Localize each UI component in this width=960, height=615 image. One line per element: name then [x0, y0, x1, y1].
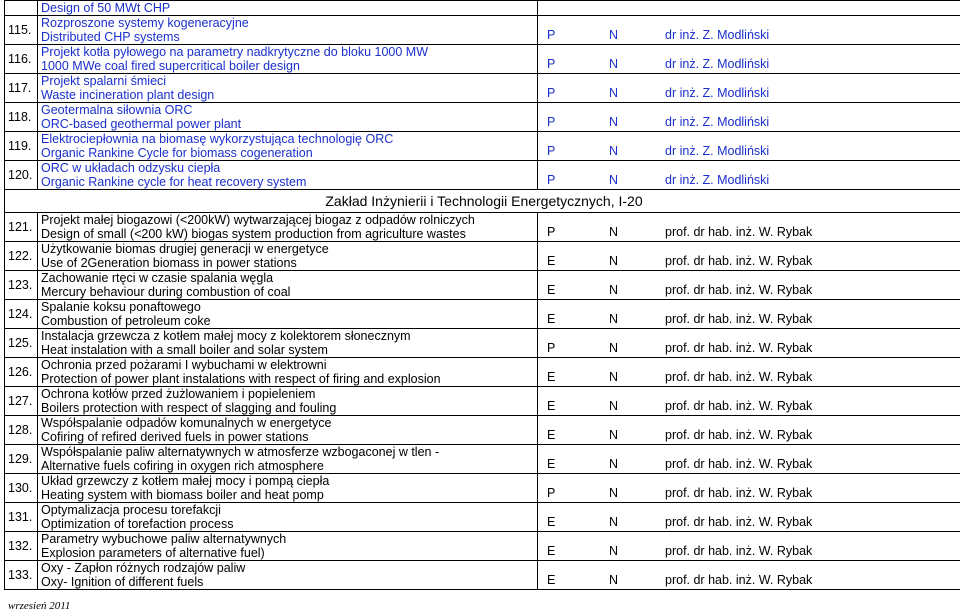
- table-row: [5, 532, 960, 561]
- topic-title-pl: Ochronia przed pożarami I wybuchami w elektrowni: [41, 358, 327, 372]
- topic-title: [38, 358, 538, 387]
- topic-title: [38, 416, 538, 445]
- topic-language: N: [609, 144, 619, 158]
- topic-title-en: ORC-based geothermal power plant: [41, 117, 242, 131]
- row-number: 119.: [5, 132, 38, 161]
- topic-supervisor: dr inż. Z. Modliński: [665, 86, 770, 100]
- topic-supervisor: prof. dr hab. inż. W. Rybak: [665, 312, 813, 326]
- meta-cell: [538, 1, 960, 16]
- topic-language: N: [609, 370, 619, 384]
- row-number: 129.: [5, 445, 38, 474]
- topic-title: [38, 271, 538, 300]
- topic-title-en: Heat instalation with a small boiler and solar system: [41, 343, 328, 357]
- topic-title: [38, 103, 538, 132]
- topic-title-en: Explosion parameters of alternative fuel): [41, 546, 265, 560]
- section-title: Zakład Inżynierii i Technologii Energetycznych, I-20: [5, 190, 960, 213]
- topic-title: [38, 474, 538, 503]
- topic-supervisor: prof. dr hab. inż. W. Rybak: [665, 399, 813, 413]
- topic-title-en: Combustion of petroleum coke: [41, 314, 211, 328]
- row-number: 122.: [5, 242, 38, 271]
- table-row: [5, 103, 960, 132]
- topic-title-pl: Projekt kotła pyłowego na parametry nadkrytyczne do bloku 1000 MW: [41, 45, 428, 59]
- footer-date: wrzesień 2011: [8, 600, 71, 612]
- topic-title-pl: Rozproszone systemy kogeneracyjne: [41, 16, 249, 30]
- topic-title-pl: Parametry wybuchowe paliw alternatywnych: [41, 532, 287, 546]
- table-row: [5, 561, 960, 590]
- table-row: [5, 1, 960, 16]
- topic-title-pl: Współspalanie paliw alternatywnych w atmosferze wzbogaconej w tlen -: [41, 445, 440, 459]
- table-row: [5, 74, 960, 103]
- row-number: 124.: [5, 300, 38, 329]
- topic-meta: [538, 329, 960, 358]
- row-number: 125.: [5, 329, 38, 358]
- topic-supervisor: prof. dr hab. inż. W. Rybak: [665, 544, 813, 558]
- topic-language: N: [609, 457, 619, 471]
- topic-title-en: Distributed CHP systems: [41, 30, 180, 44]
- topic-meta: [538, 387, 960, 416]
- table-row: [5, 387, 960, 416]
- thesis-topics-table: [4, 0, 960, 590]
- topic-title: [38, 132, 538, 161]
- topic-type: E: [547, 254, 556, 268]
- table-row: [5, 300, 960, 329]
- topic-language: N: [609, 254, 619, 268]
- topic-language: N: [609, 86, 619, 100]
- table-row: [5, 416, 960, 445]
- topic-language: N: [609, 515, 619, 529]
- row-number: 126.: [5, 358, 38, 387]
- topic-title-pl: Oxy - Zapłon różnych rodzajów paliw: [41, 561, 246, 575]
- topic-type: E: [547, 544, 556, 558]
- topic-meta: [538, 474, 960, 503]
- topic-type: E: [547, 515, 556, 529]
- topic-meta: [538, 74, 960, 103]
- row-number: 116.: [5, 45, 38, 74]
- topic-title-pl: ORC w układach odzysku ciepła: [41, 161, 221, 175]
- topic-title: [38, 45, 538, 74]
- topic-meta: [538, 561, 960, 590]
- topic-language: N: [609, 57, 619, 71]
- topic-title-en: Design of small (<200 kW) biogas system production from agriculture wastes: [41, 227, 466, 241]
- row-number: [5, 1, 38, 16]
- topic-title-pl: Użytkowanie biomas drugiej generacji w energetyce: [41, 242, 329, 256]
- topic-supervisor: prof. dr hab. inż. W. Rybak: [665, 254, 813, 268]
- table-row: [5, 16, 960, 45]
- row-number: 120.: [5, 161, 38, 190]
- topic-language: N: [609, 28, 619, 42]
- topic-type: P: [547, 341, 556, 355]
- topic-supervisor: prof. dr hab. inż. W. Rybak: [665, 486, 813, 500]
- topic-title-pl: Współspalanie odpadów komunalnych w energetyce: [41, 416, 332, 430]
- topic-type: P: [547, 225, 556, 239]
- topic-title-pl: Ochrona kotłów przed żużlowaniem i popieleniem: [41, 387, 316, 401]
- topic-title-en: Use of 2Generation biomass in power stations: [41, 256, 297, 270]
- topic-title-en: Organic Rankine Cycle for biomass cogeneration: [41, 146, 313, 160]
- topic-supervisor: dr inż. Z. Modliński: [665, 28, 770, 42]
- topic-title-en: Alternative fuels cofiring in oxygen rich atmosphere: [41, 459, 324, 473]
- topic-supervisor: prof. dr hab. inż. W. Rybak: [665, 370, 813, 384]
- table-row: [5, 242, 960, 271]
- table-row: [5, 271, 960, 300]
- topic-title-pl: Elektrociepłownia na biomasę wykorzystująca technologię ORC: [41, 132, 394, 146]
- topic-title-pl: Geotermalna siłownia ORC: [41, 103, 193, 117]
- topic-title-en: Heating system with biomass boiler and heat pomp: [41, 488, 324, 502]
- topic-title-pl: Układ grzewczy z kotłem małej mocy i pompą ciepła: [41, 474, 330, 488]
- table-row: [5, 329, 960, 358]
- topic-supervisor: prof. dr hab. inż. W. Rybak: [665, 341, 813, 355]
- topic-meta: [538, 300, 960, 329]
- topic-supervisor: dr inż. Z. Modliński: [665, 173, 770, 187]
- topic-supervisor: dr inż. Z. Modliński: [665, 144, 770, 158]
- topic-supervisor: prof. dr hab. inż. W. Rybak: [665, 515, 813, 529]
- topic-meta: [538, 271, 960, 300]
- topic-type: P: [547, 86, 556, 100]
- topic-language: N: [609, 341, 619, 355]
- topic-title: [38, 503, 538, 532]
- topic-title: [38, 16, 538, 45]
- topic-title-pl: Optymalizacja procesu torefakcji: [41, 503, 221, 517]
- topic-type: P: [547, 115, 556, 129]
- topic-language: N: [609, 573, 619, 587]
- row-number: 130.: [5, 474, 38, 503]
- topic-type: E: [547, 457, 556, 471]
- topic-language: N: [609, 115, 619, 129]
- topic-meta: [538, 103, 960, 132]
- topic-title: [38, 74, 538, 103]
- topic-title-continuation: Design of 50 MWt CHP: [38, 1, 538, 16]
- topic-title-en: Protection of power plant instalations with respect of firing and explosion: [41, 372, 441, 386]
- topic-title-en: Optimization of torefaction process: [41, 517, 234, 531]
- topic-meta: [538, 132, 960, 161]
- row-number: 127.: [5, 387, 38, 416]
- topic-type: P: [547, 28, 556, 42]
- table-row: [5, 474, 960, 503]
- topic-meta: [538, 532, 960, 561]
- row-number: 123.: [5, 271, 38, 300]
- topic-supervisor: prof. dr hab. inż. W. Rybak: [665, 225, 813, 239]
- topic-meta: [538, 358, 960, 387]
- row-number: 117.: [5, 74, 38, 103]
- topic-title-pl: Projekt spalarni śmieci: [41, 74, 167, 88]
- topic-title-pl: Zachowanie rtęci w czasie spalania węgla: [41, 271, 274, 285]
- topic-type: E: [547, 370, 556, 384]
- row-number: 133.: [5, 561, 38, 590]
- topic-type: E: [547, 428, 556, 442]
- topic-title-en: Oxy- Ignition of different fuels: [41, 575, 204, 589]
- section-header-row: [5, 190, 960, 213]
- table-row: [5, 445, 960, 474]
- topic-type: E: [547, 399, 556, 413]
- topic-meta: [538, 242, 960, 271]
- table-row: [5, 132, 960, 161]
- row-number: 118.: [5, 103, 38, 132]
- table-row: [5, 213, 960, 242]
- topic-type: P: [547, 144, 556, 158]
- topic-language: N: [609, 283, 619, 297]
- row-number: 131.: [5, 503, 38, 532]
- topic-language: N: [609, 486, 619, 500]
- topic-title-en: Cofiring of refired derived fuels in power stations: [41, 430, 309, 444]
- topic-meta: [538, 503, 960, 532]
- topic-meta: [538, 213, 960, 242]
- topic-title: [38, 445, 538, 474]
- topic-title: [38, 300, 538, 329]
- topic-title-en: Organic Rankine cycle for heat recovery system: [41, 175, 307, 189]
- topic-meta: [538, 416, 960, 445]
- topic-supervisor: prof. dr hab. inż. W. Rybak: [665, 457, 813, 471]
- topic-type: E: [547, 312, 556, 326]
- topic-supervisor: prof. dr hab. inż. W. Rybak: [665, 428, 813, 442]
- row-number: 121.: [5, 213, 38, 242]
- table-row: [5, 503, 960, 532]
- topic-type: P: [547, 173, 556, 187]
- table-row: [5, 45, 960, 74]
- topic-title: [38, 329, 538, 358]
- table-row: [5, 358, 960, 387]
- topic-meta: [538, 45, 960, 74]
- topic-title-pl: Instalacja grzewcza z kotłem małej mocy z kolektorem słonecznym: [41, 329, 411, 343]
- topic-title: [38, 213, 538, 242]
- topic-language: N: [609, 399, 619, 413]
- topic-supervisor: prof. dr hab. inż. W. Rybak: [665, 283, 813, 297]
- topic-language: N: [609, 173, 619, 187]
- topic-title-en: Mercury behaviour during combustion of coal: [41, 285, 291, 299]
- topic-language: N: [609, 428, 619, 442]
- row-number: 128.: [5, 416, 38, 445]
- topic-meta: [538, 445, 960, 474]
- topic-title: [38, 242, 538, 271]
- topic-title: [38, 387, 538, 416]
- topic-title-en: Boilers protection with respect of slagging and fouling: [41, 401, 337, 415]
- topic-title-en: 1000 MWe coal fired supercritical boiler design: [41, 59, 300, 73]
- topic-title: [38, 161, 538, 190]
- topic-language: N: [609, 225, 619, 239]
- topic-language: N: [609, 544, 619, 558]
- topic-supervisor: dr inż. Z. Modliński: [665, 57, 770, 71]
- topic-title-pl: Projekt małej biogazowi (<200kW) wytwarzającej biogaz z odpadów rolniczych: [41, 213, 475, 227]
- topic-title: [38, 561, 538, 590]
- topic-supervisor: dr inż. Z. Modliński: [665, 115, 770, 129]
- table-row: [5, 161, 960, 190]
- topic-title-pl: Spalanie koksu ponaftowego: [41, 300, 201, 314]
- topic-meta: [538, 161, 960, 190]
- topic-supervisor: prof. dr hab. inż. W. Rybak: [665, 573, 813, 587]
- topic-type: E: [547, 283, 556, 297]
- row-number: 132.: [5, 532, 38, 561]
- topic-type: P: [547, 486, 556, 500]
- topic-title-en: Waste incineration plant design: [41, 88, 215, 102]
- topic-title: [38, 532, 538, 561]
- topic-type: P: [547, 57, 556, 71]
- row-number: 115.: [5, 16, 38, 45]
- topic-type: E: [547, 573, 556, 587]
- topic-meta: [538, 16, 960, 45]
- topic-language: N: [609, 312, 619, 326]
